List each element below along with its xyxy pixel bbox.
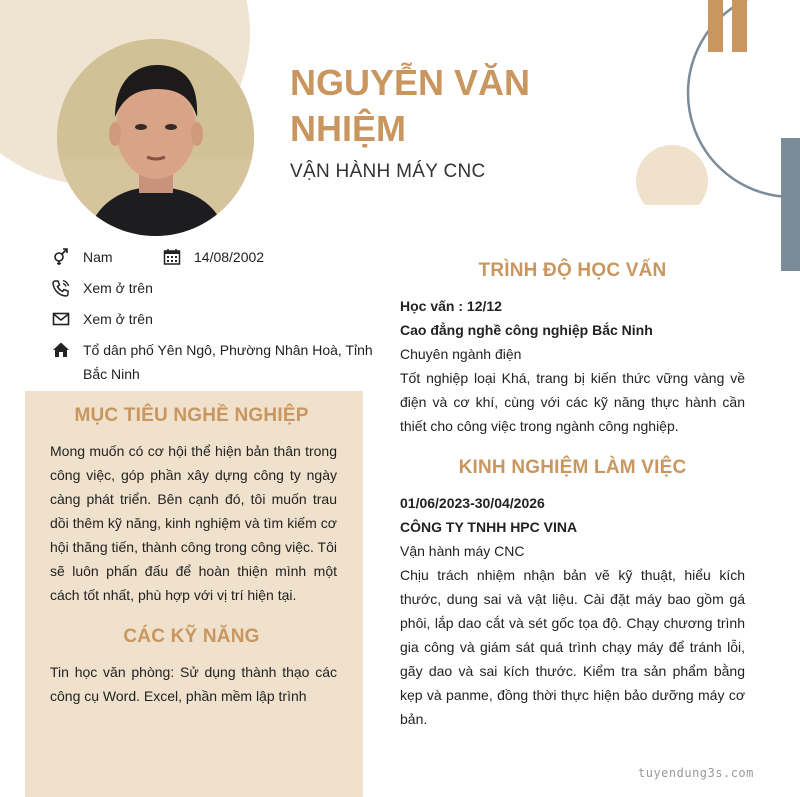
- objective-text: Mong muốn có cơ hội thể hiện bản thân trong công việc, góp phần xây dựng công ty ngày càng phát triển. Bên cạnh đó, tôi muốn trau dồi thêm kỹ năng, kinh nghiệm và tìm kiếm cơ hội thăng tiến, thành công trong công việc. Tôi sẽ luôn phấn đấu để hoàn thiện mình một cách tốt nhất, phù hợp với vị trí hiện tại.: [50, 443, 337, 603]
- objective-title: MỤC TIÊU NGHỀ NGHIỆP: [74, 405, 309, 426]
- skills-title: CÁC KỸ NĂNG: [123, 626, 260, 647]
- profile-photo: [57, 39, 254, 236]
- birthdate-value: 14/08/2002: [194, 249, 265, 265]
- decorative-bar: [732, 0, 747, 52]
- education-major: Chuyên ngành điện: [400, 346, 522, 362]
- experience-description: Chịu trách nhiệm nhận bản vẽ kỹ thuật, hiểu kích thước, dung sai và vật liệu. Cài đặt máy bao gồm gá phôi, lắp dao cắt và sét gốc tọa độ. Chạy chương trình gia công và giám sát quá trình chạy máy để tránh lỗi, gãy dao và sai kích thước. Kiểm tra sản phẩm bằng kẹp và panme, đồng thời thực hiện bảo dưỡng máy cơ bản.: [400, 567, 745, 727]
- phone-icon: [52, 279, 70, 297]
- gender-value: Nam: [83, 249, 113, 265]
- education-school: Cao đẳng nghề công nghiệp Bắc Ninh: [400, 322, 653, 338]
- gender-icon: [52, 248, 70, 266]
- experience-period: 01/06/2023-30/04/2026: [400, 495, 545, 511]
- address-value: Tổ dân phố Yên Ngô, Phường Nhân Hoà, Tỉnh Bắc Ninh: [83, 342, 373, 382]
- experience-position: Vận hành máy CNC: [400, 543, 525, 559]
- calendar-icon: [163, 248, 181, 266]
- email-value: Xem ở trên: [83, 311, 153, 327]
- email-icon: [52, 310, 70, 328]
- experience-title: KINH NGHIỆM LÀM VIỆC: [458, 457, 687, 478]
- candidate-name: NGUYỄN VĂN NHIỆM: [290, 62, 531, 149]
- experience-company: CÔNG TY TNHH HPC VINA: [400, 519, 578, 535]
- watermark: tuyendung3s.com: [638, 766, 754, 780]
- job-title: VẬN HÀNH MÁY CNC: [290, 161, 486, 182]
- home-icon: [52, 341, 70, 359]
- skills-text: Tin học văn phòng: Sử dụng thành thạo các công cụ Word. Excel, phần mềm lập trình: [50, 664, 337, 704]
- decorative-side-bar: [781, 138, 800, 271]
- education-title: TRÌNH ĐỘ HỌC VẤN: [478, 260, 667, 281]
- decorative-bar: [708, 0, 723, 52]
- phone-value: Xem ở trên: [83, 280, 153, 296]
- education-level: Học vấn : 12/12: [400, 298, 502, 314]
- education-description: Tốt nghiệp loại Khá, trang bị kiến thức vững vàng về điện và cơ khí, cùng với các kỹ năng thực hành cần thiết cho công việc trong ngành công nghiệp.: [400, 370, 745, 434]
- decorative-ring: [598, 0, 798, 205]
